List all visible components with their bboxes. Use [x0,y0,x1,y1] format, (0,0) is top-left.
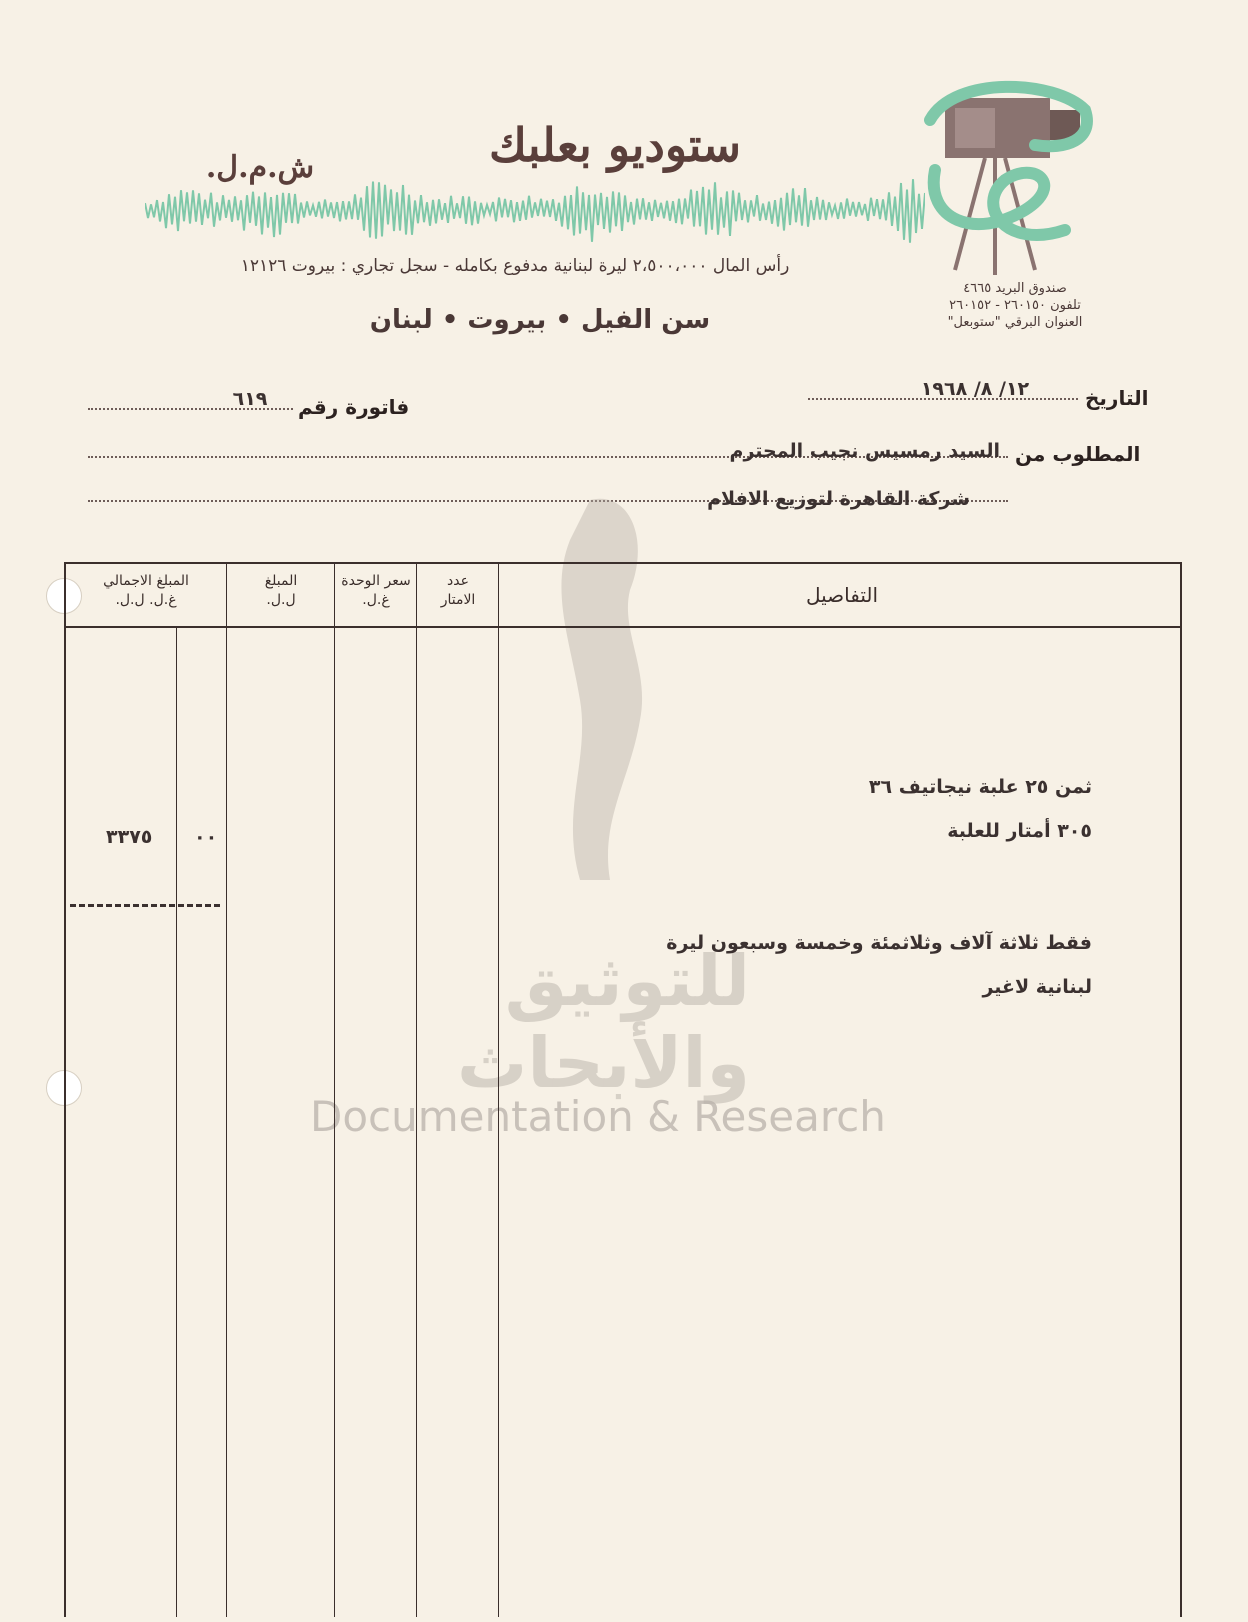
invoice-number-value: ٦١٩ [232,388,268,410]
header-total-line2: غ.ل. ل.ل. [115,592,177,608]
watermark-english: Documentation & Research [310,1092,886,1141]
header-amount [228,572,334,610]
column-divider-meters [416,564,417,1617]
date-label: التاريخ [1085,386,1149,410]
header-unit-price-line2: غ.ل. [362,592,390,608]
table-header-separator [66,626,1180,628]
sound-wave-graphic [145,170,925,250]
detail-line-2: ٣٠٥ أمتار للعلبة [947,820,1092,842]
po-box: صندوق البريد ٤٦٦٥ [963,281,1067,296]
header-meters-line1: عدد [447,573,469,589]
column-divider-amount [226,564,227,1617]
invoice-table [64,562,1182,1617]
contact-block [930,280,1100,331]
invoice-number-label: فاتورة رقم [298,395,410,419]
header-total [66,572,226,610]
capital-line: رأس المال ٢،٥٠٠،٠٠٠ ليرة لبنانية مدفوع بكامله - سجل تجاري : بيروت ١٢١٢٦ [240,256,790,276]
column-divider-unit-price [334,564,335,1617]
studio-logo [915,80,1100,280]
header-amount-line2: ل.ل. [266,592,296,608]
company-type: ش.م.ل. [205,150,315,185]
amount-in-words-line-2: لبنانية لاغير [982,976,1092,998]
header-unit-price [336,572,416,610]
phone: تلفون ٢٦٠١٥٠ - ٢٦٠١٥٢ [949,298,1081,313]
total-ll-value: ٣٣٧٥ [106,826,153,848]
watermark-arabic: للتوثيق والأبحاث [457,940,750,1104]
total-ghl-value: ٠٠ [194,826,218,848]
studio-name: ستوديو بعلبك [488,118,742,172]
header-total-line1: المبلغ الاجمالي [103,573,189,589]
telegraph-address: العنوان البرقي "ستوبعل" [947,315,1083,330]
total-underline [70,904,220,907]
date-value: ١٢/ ٨/ ١٩٦٨ [920,378,1030,400]
billed-company: شركة القاهرة لتوزيع الافلام [707,488,970,510]
header-meters [418,572,498,610]
billed-to-label: المطلوب من [1015,442,1141,466]
address-line: سن الفيل • بيروت • لبنان [369,305,711,335]
header-unit-price-line1: سعر الوحدة [341,573,411,589]
header-details: التفاصيل [805,583,879,607]
billed-name: السيد رمسيس نجيب المحترم [729,440,1000,462]
amount-in-words-line-1: فقط ثلاثة آلاف وثلاثمئة وخمسة وسبعون ليرة [666,932,1092,954]
header-meters-line2: الامتار [440,592,476,608]
column-divider-total-sub [176,626,177,1617]
detail-line-1: ثمن ٢٥ علبة نيجاتيف ٣٦ [868,776,1092,798]
header-amount-line1: المبلغ [264,573,298,589]
column-divider-details [498,564,499,1617]
